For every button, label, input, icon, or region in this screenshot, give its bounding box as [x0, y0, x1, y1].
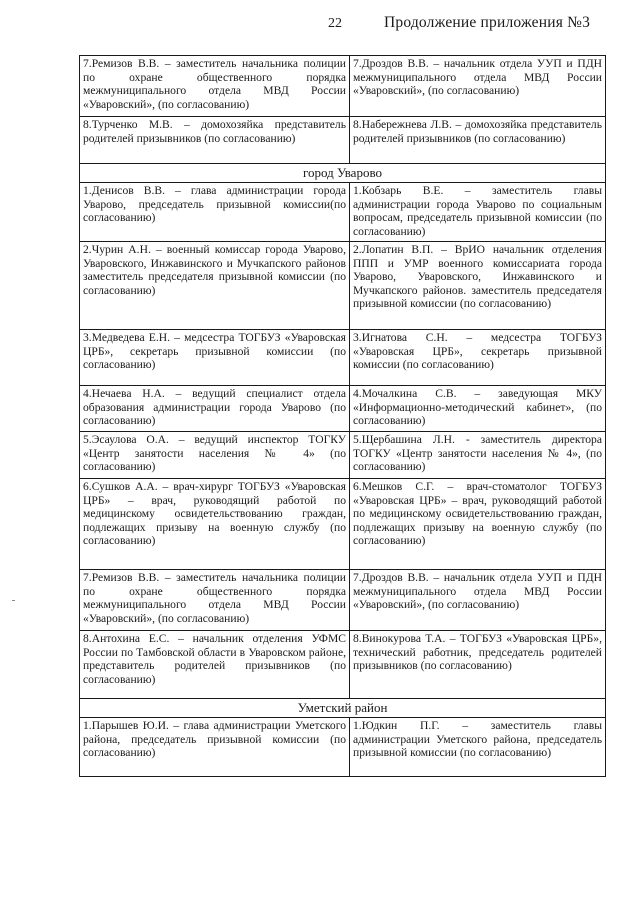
section-header-row: [80, 699, 606, 718]
table-cell-left: 6.Сушков А.А. – врач-хирург ТОГБУЗ «Уваровская ЦРБ» – врач, руководящий работой по медицинскому освидетельствованию граждан, подлежащих призыву на военную службу (по согласованию): [80, 479, 350, 570]
table-row: [80, 432, 606, 479]
table-row: [80, 718, 606, 777]
table-cell-right: 8.Винокурова Т.А. – ТОГБУЗ «Уваровская ЦРБ», технический работник, председатель родителей призывников (по согласованию): [350, 631, 606, 699]
page-header-title: Продолжение приложения №3: [384, 14, 591, 31]
margin-mark: [12, 600, 15, 601]
table-row: [80, 183, 606, 242]
table-row: [80, 631, 606, 699]
table-cell-left: 7.Ремизов В.В. – заместитель начальника полиции по охране общественного порядка межмуниципального отдела МВД России «Уваровский», (по согласованию): [80, 570, 350, 631]
table-cell-right: 5.Щербашина Л.Н. - заместитель директора ТОГКУ «Центр занятости населения № 4», (по согласованию): [350, 432, 606, 479]
table-cell-left: 7.Ремизов В.В. – заместитель начальника полиции по охране общественного порядка межмуниципального отдела МВД России «Уваровский», (по согласованию): [80, 56, 350, 117]
page-number: 22: [328, 16, 342, 31]
table-cell-left: 8.Антохина Е.С. – начальник отделения УФМС России по Тамбовской области в Уваровском районе, представитель родителей призывников (по согласованию): [80, 631, 350, 699]
table-cell-right: 3.Игнатова С.Н. – медсестра ТОГБУЗ «Уваровская ЦРБ», секретарь призывной комиссии (по согласованию): [350, 330, 606, 386]
table-cell-left: 2.Чурин А.Н. – военный комиссар города Уварово, Уваровского, Инжавинского и Мучкапского районов заместитель председателя призывной комиссии (по согласованию): [80, 242, 350, 330]
table-cell-right: 7.Дроздов В.В. – начальник отдела УУП и ПДН межмуниципального отдела МВД России «Уваровский», (по согласованию): [350, 570, 606, 631]
table-row: [80, 56, 606, 117]
table-cell-right: 6.Мешков С.Г. – врач-стоматолог ТОГБУЗ «Уваровская ЦРБ» – врач, руководящий работой по медицинскому освидетельствованию граждан, подлежащих призыву на военную службу (по согласованию): [350, 479, 606, 570]
table-cell-right: 4.Мочалкина С.В. – заведующая МКУ «Информационно-методический кабинет», (по согласованию): [350, 386, 606, 432]
table-row: [80, 242, 606, 330]
table-cell-right: 8.Набережнева Л.В. – домохозяйка представитель родителей призывников (по согласованию): [350, 117, 606, 164]
section-header-row: [80, 164, 606, 183]
table-cell-left: 1.Парышев Ю.И. – глава администрации Уметского района, председатель призывной комиссии (по согласованию): [80, 718, 350, 777]
section-title: город Уварово: [80, 164, 606, 183]
table-row: [80, 117, 606, 164]
table-row: [80, 330, 606, 386]
table-row: [80, 479, 606, 570]
table-cell-right: 1.Юдкин П.Г. – заместитель главы администрации Уметского района, председатель призывной комиссии (по согласованию): [350, 718, 606, 777]
commission-table: [79, 55, 606, 777]
table-cell-right: 2.Лопатин В.П. – ВрИО начальник отделения ППП и УМР военного комиссариата города Уварово, Уваровского, Инжавинского и Мучкапского районов. заместитель председателя призывной комиссии (по согласованию): [350, 242, 606, 330]
table-cell-left: 4.Нечаева Н.А. – ведущий специалист отдела образования администрации города Уварово (по согласованию): [80, 386, 350, 432]
table-row: [80, 570, 606, 631]
table-cell-left: 3.Медведева Е.Н. – медсестра ТОГБУЗ «Уваровская ЦРБ», секретарь призывной комиссии (по согласованию): [80, 330, 350, 386]
table-cell-left: 5.Эсаулова О.А. – ведущий инспектор ТОГКУ «Центр занятости населения № 4» (по согласованию): [80, 432, 350, 479]
section-title: Уметский район: [80, 699, 606, 718]
table-cell-right: 7.Дроздов В.В. – начальник отдела УУП и ПДН межмуниципального отдела МВД России «Уваровский», (по согласованию): [350, 56, 606, 117]
table-cell-left: 1.Денисов В.В. – глава администрации города Уварово, председатель призывной комиссии(по согласованию): [80, 183, 350, 242]
table-cell-left: 8.Турченко М.В. – домохозяйка представитель родителей призывников (по согласованию): [80, 117, 350, 164]
table-row: [80, 386, 606, 432]
table-cell-right: 1.Кобзарь В.Е. – заместитель главы администрации города Уварово по социальным вопросам, председатель призывной комиссии (по согласованию): [350, 183, 606, 242]
